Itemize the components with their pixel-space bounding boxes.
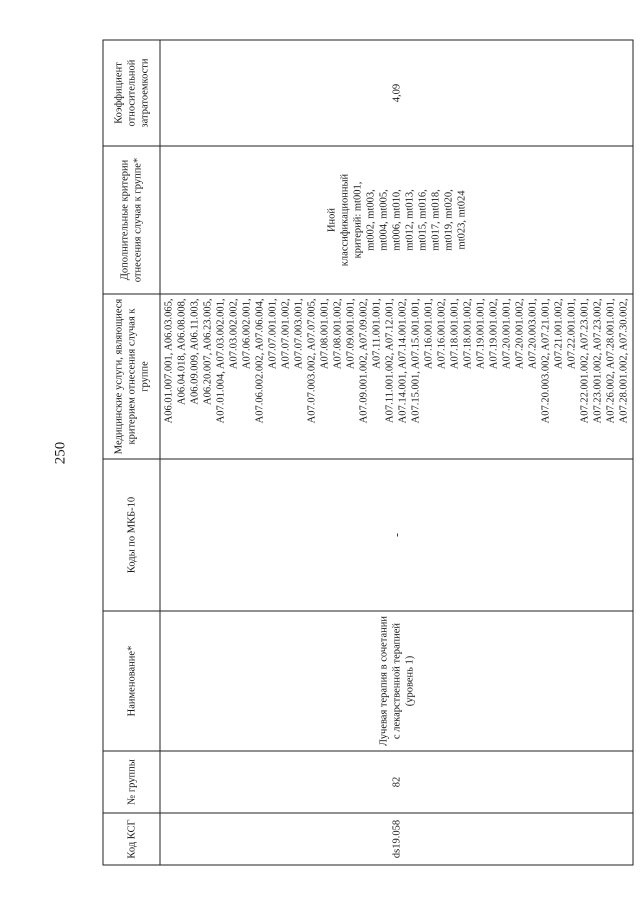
cell-name: Лучевая терапия в сочетании с лекарственной терапией (уровень 1)	[160, 611, 633, 751]
service-code-line: A07.20.003.001,	[527, 298, 538, 369]
service-code-line: A07.07.003.002, A07.07.005,	[306, 298, 317, 423]
services-list	[162, 298, 630, 455]
criteria-line: mt004, mt005,	[377, 188, 389, 251]
service-code-line: A07.22.001.002, A07.23.001,	[579, 298, 590, 423]
header-criteria: Дополнительные критерии отнесения случая к группе*	[103, 146, 160, 294]
criteria-line: mt006, mt010,	[390, 188, 402, 251]
cell-criteria	[160, 146, 633, 294]
service-code-line: A07.18.001.001,	[449, 298, 460, 369]
header-ksg-code: Код КСГ	[103, 813, 160, 865]
service-code-line: A07.20.003.002, A07.21.001,	[540, 298, 551, 423]
criteria-line: mt019, mt020,	[442, 188, 454, 251]
service-code-line: A07.06.002.002, A07.06.004,	[254, 298, 265, 423]
service-code-line: A07.03.002.002,	[228, 298, 239, 369]
criteria-line: mt015, mt016,	[416, 188, 428, 251]
service-code-line: A07.21.001.002,	[553, 298, 564, 369]
service-code-line: A07.22.001.001,	[566, 298, 577, 369]
criteria-line: mt012, mt013,	[403, 188, 415, 251]
service-code-line: A07.19.001.001,	[475, 298, 486, 369]
cell-coefficient: 4,09	[160, 40, 633, 146]
table-row	[160, 40, 633, 865]
service-code-line: A07.26.002, A07.28.001.001,	[605, 298, 616, 423]
service-code-line: A07.16.001.001,	[423, 298, 434, 369]
criteria-line: mt023, mt024	[455, 190, 467, 249]
criteria-list	[325, 149, 468, 290]
service-code-line: A07.15.001, A07.15.001.001,	[410, 298, 421, 423]
header-coefficient: Коэффициент относительной затратоемкости	[103, 40, 160, 146]
cell-icd-codes: -	[160, 459, 633, 611]
cell-group-number: 82	[160, 751, 633, 813]
service-code-line: A06.20.007, A06.23.005,	[202, 298, 213, 405]
page-number: 250	[52, 441, 68, 464]
header-row	[103, 40, 160, 865]
service-code-line: A07.23.001.002, A07.23.002,	[592, 298, 603, 423]
cell-ksg-code: ds19.058	[160, 813, 633, 865]
rotated-page	[42, 30, 629, 875]
service-code-line: A07.07.001.002,	[280, 298, 291, 369]
cell-services	[160, 294, 633, 459]
service-code-line: A07.11.001.002, A07.12.001,	[384, 298, 395, 423]
service-code-line: A07.08.001.002,	[332, 298, 343, 369]
header-services: Медицинские услуги, являющиеся критерием отнесения случая к группе	[103, 294, 160, 459]
service-code-line: A07.20.001.002,	[514, 298, 525, 369]
header-group-number: № группы	[103, 751, 160, 813]
service-code-line: A07.16.001.002,	[436, 298, 447, 369]
service-code-line: A07.06.002.001,	[241, 298, 252, 369]
service-code-line: A07.07.001.001,	[267, 298, 278, 369]
service-code-line: A06.09.009, A06.11.003,	[189, 298, 200, 405]
header-icd-codes: Коды по МКБ-10	[103, 459, 160, 611]
criteria-line: mt002, mt003,	[364, 188, 376, 251]
service-code-line: A07.28.001.002, A07.30.002,	[618, 298, 629, 423]
service-code-line: A07.09.001.001,	[345, 298, 356, 369]
service-code-line: A07.20.001.001,	[501, 298, 512, 369]
service-code-line: A07.09.001.002, A07.09.002,	[358, 298, 369, 423]
service-code-line: A07.07.003.001,	[293, 298, 304, 369]
criteria-line: классификационный	[338, 173, 350, 266]
service-code-line: A07.14.001, A07.14.001.002,	[397, 298, 408, 423]
ksg-table	[102, 39, 633, 865]
criteria-line: mt017, mt018,	[429, 188, 441, 251]
service-code-line: A07.01.004, A07.03.002.001,	[215, 298, 226, 423]
service-code-line: A07.19.001.002,	[488, 298, 499, 369]
header-name: Наименование*	[103, 611, 160, 751]
criteria-line: критерий: mt001,	[351, 181, 363, 258]
service-code-line: A06.04.018, A06.08.008,	[176, 298, 187, 405]
service-code-line: A07.11.001.001,	[371, 298, 382, 369]
service-code-line: A07.18.001.002,	[462, 298, 473, 369]
service-code-line: A06.01.007.001, A06.03.065,	[163, 298, 174, 423]
service-code-line: A07.08.001.001,	[319, 298, 330, 369]
criteria-line: Иной	[325, 207, 337, 232]
